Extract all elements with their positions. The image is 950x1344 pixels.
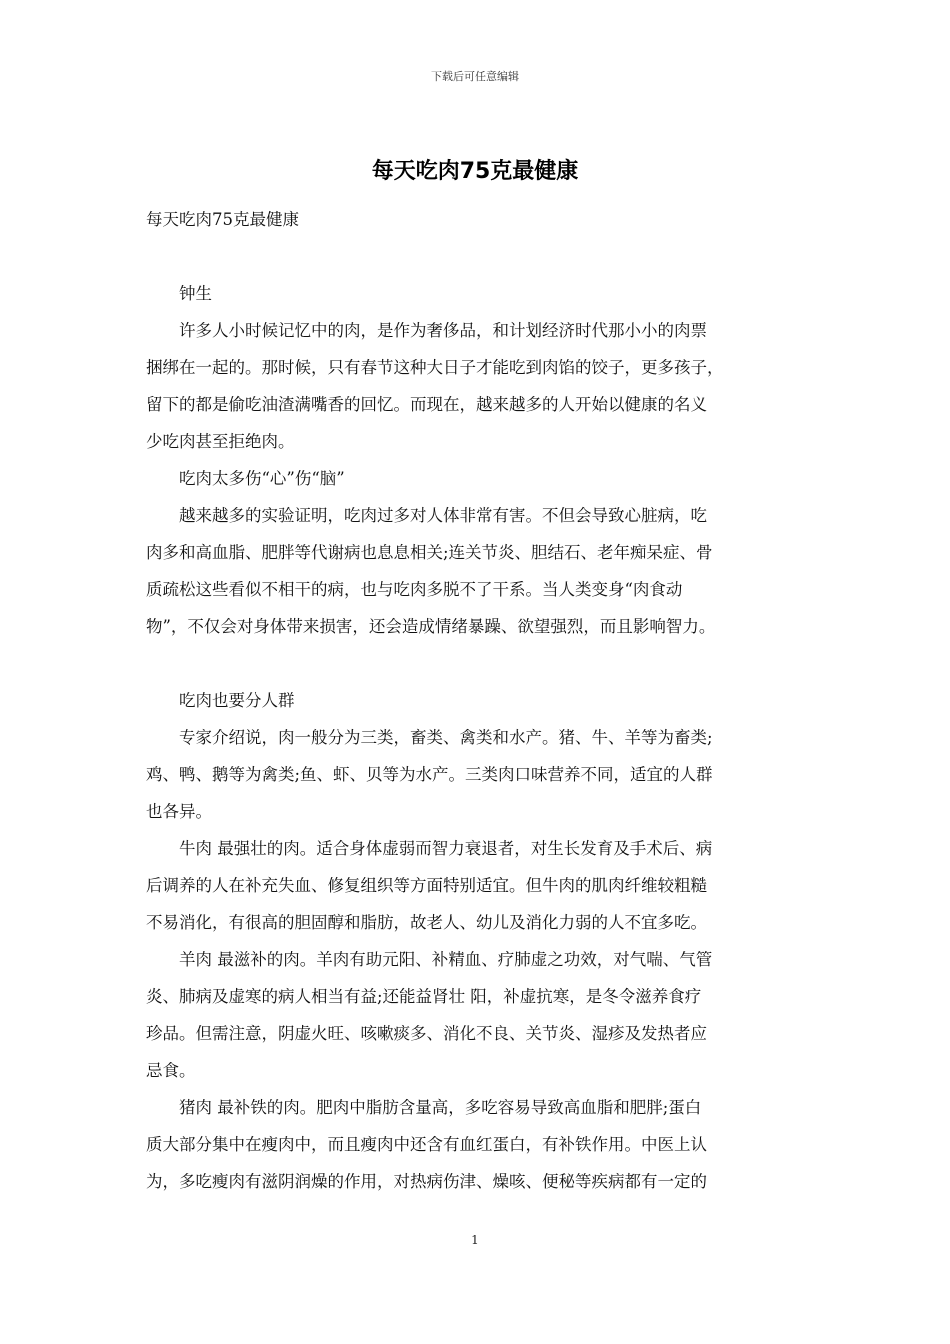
paragraph-line: 捆绑在一起的。那时候，只有春节这种大日子才能吃到肉馅的饺子，更多孩子，: [146, 358, 724, 377]
paragraph-line: 越来越多的实验证明，吃肉过多对人体非常有害。不但会导致心脏病，吃: [179, 506, 707, 525]
blank-line: [146, 238, 806, 275]
paragraph-line: 肉多和高血脂、肥胖等代谢病也息息相关;连关节炎、胆结石、老年痴呆症、骨: [146, 543, 713, 562]
paragraph-line: 为，多吃瘦肉有滋阴润燥的作用，对热病伤津、燥咳、便秘等疾病都有一定的: [146, 1172, 707, 1191]
paragraph-intro: [146, 312, 806, 460]
paragraph-line: 专家介绍说，肉一般分为三类，畜类、禽类和水产。猪、牛、羊等为畜类;: [179, 728, 713, 747]
document-body: [146, 201, 806, 1200]
paragraph-line: 不易消化，有很高的胆固醇和脂肪，故老人、幼儿及消化力弱的人不宜多吃。: [146, 913, 707, 932]
paragraph-line: 许多人小时候记忆中的肉，是作为奢侈品，和计划经济时代那小小的肉票: [179, 321, 707, 340]
paragraph-line: 珍品。但需注意，阴虚火旺、咳嗽痰多、消化不良、关节炎、湿疹及发热者应: [146, 1024, 707, 1043]
page-number: 1: [471, 1233, 479, 1247]
paragraph-line: 猪肉 最补铁的肉。肥肉中脂肪含量高，多吃容易导致高血脂和肥胖;蛋白: [179, 1098, 702, 1117]
paragraph-line: 质疏松这些看似不相干的病，也与吃肉多脱不了干系。当人类变身“肉食动: [146, 580, 683, 599]
paragraph-line: 也各异。: [146, 802, 212, 821]
paragraph-categories: [146, 719, 806, 830]
paragraph-line: 后调养的人在补充失血、修复组织等方面特别适宜。但牛肉的肌肉纤维较粗糙: [146, 876, 707, 895]
paragraph-harm: [146, 497, 806, 645]
paragraph-line: 物”，不仅会对身体带来损害，还会造成情绪暴躁、欲望强烈，而且影响智力。: [146, 617, 716, 636]
paragraph-line: 炎、肺病及虚寒的病人相当有益;还能益肾壮 阳，补虚抗寒，是冬令滋养食疗: [146, 987, 702, 1006]
paragraph-line: 质大部分集中在瘦肉中，而且瘦肉中还含有血红蛋白，有补铁作用。中医上认: [146, 1135, 707, 1154]
paragraph-line: 羊肉 最滋补的肉。羊肉有助元阳、补精血、疗肺虚之功效，对气喘、气管: [179, 950, 713, 969]
blank-line: [146, 645, 806, 682]
paragraph-line: 牛肉 最强壮的肉。适合身体虚弱而智力衰退者，对生长发育及手术后、病: [179, 839, 713, 858]
section-heading: 吃肉也要分人群: [179, 691, 295, 710]
paragraph-line: 鸡、鸭、鹅等为禽类;鱼、虾、贝等为水产。三类肉口味营养不同，适宜的人群: [146, 765, 713, 784]
author-name: 钟生: [179, 284, 212, 303]
paragraph-line: 留下的都是偷吃油渣满嘴香的回忆。而现在，越来越多的人开始以健康的名义: [146, 395, 707, 414]
page-header-note: 下载后可任意编辑: [431, 70, 519, 83]
paragraph-mutton: [146, 941, 806, 1089]
paragraph-pork: [146, 1089, 806, 1200]
document-subtitle: 每天吃肉75克最健康: [146, 210, 299, 229]
paragraph-beef: [146, 830, 806, 941]
paragraph-line: 少吃肉甚至拒绝肉。: [146, 432, 295, 451]
paragraph-line: 忌食。: [146, 1061, 196, 1080]
document-title: 每天吃肉75克最健康: [371, 159, 579, 184]
section-heading: 吃肉太多伤“心”伤“脑”: [179, 469, 345, 488]
